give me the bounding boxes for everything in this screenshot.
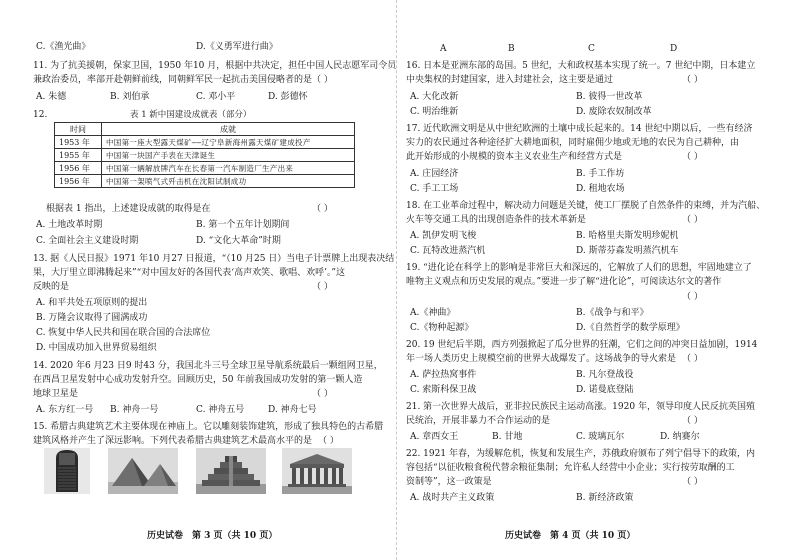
- q12-option-b[interactable]: B. 第一个五年计划期间: [196, 220, 290, 230]
- q16-option-d[interactable]: D. 废除农奴制改革: [576, 107, 652, 117]
- q15-letter-c: C: [588, 44, 595, 54]
- q13-option-b[interactable]: B. 万隆会议取得了圆满成功: [36, 313, 148, 323]
- q17-stem-line-2: 实力的农民通过各种途径扩大耕地面积，同时雇佣少地或无地的农民为自己耕种，由: [406, 138, 740, 148]
- q15-stem-line-2: 建筑风格并产生了深远影响。下列代表希腊古典建筑艺术最高水平的是: [33, 436, 313, 446]
- left-page: [0, 0, 395, 560]
- left-page-footer: 历史试卷 第 3 页（共 10 页）: [147, 531, 278, 541]
- q20-option-b[interactable]: B. 凡尔登战役: [576, 370, 634, 380]
- q14-option-a[interactable]: A. 东方红一号: [36, 405, 94, 415]
- q14-option-d[interactable]: D. 神舟七号: [268, 405, 317, 415]
- q12-table-title: 表 1 新中国建设成就表（部分）: [130, 110, 252, 120]
- q15-letter-a: A: [440, 44, 447, 54]
- q11-stem-line-1: 11. 为了抗美援朝，保家卫国，1950 年10 月，根据中共决定，担任中国人民志愿军司令员: [33, 61, 397, 71]
- right-page-footer: 历史试卷 第 4 页（共 10 页）: [505, 531, 636, 541]
- q14-stem-line-3: 地球卫星是: [33, 389, 79, 399]
- q17-stem-line-1: 17. 近代欧洲文明是从中世纪欧洲的土壤中成长起来的。14 世纪中期以后，一些有经济: [406, 124, 753, 134]
- table-row: [55, 149, 355, 162]
- q15-option-b-pyramids-image[interactable]: [108, 448, 178, 494]
- q15-stem-line-1: 15. 希腊古典建筑艺术主要体现在神庙上。它以雕刻装饰建筑，形成了独具特色的古希腊: [33, 422, 384, 432]
- q11-option-a[interactable]: A. 朱德: [36, 92, 67, 102]
- q20-stem-line-2: 年一场人类历史上规模空前的世界大战爆发了。这场战争的导火索是: [406, 354, 677, 364]
- table-cell-achievement: 中国第一块国产手表在天津诞生: [102, 149, 355, 162]
- table-row: [55, 175, 355, 188]
- q16-answer-paren[interactable]: （ ）: [682, 75, 703, 85]
- q15-letter-d: D: [670, 44, 678, 54]
- q19-option-b[interactable]: B.《战争与和平》: [576, 308, 649, 318]
- q11-option-b[interactable]: B. 刘伯承: [110, 92, 150, 102]
- q22-answer-paren[interactable]: （ ）: [682, 477, 703, 487]
- q21-option-c[interactable]: C. 玻璃瓦尔: [576, 432, 625, 442]
- q10-option-d[interactable]: D.《义勇军进行曲》: [196, 42, 278, 52]
- q16-stem-line-1: 16. 日本是亚洲东部的岛国。5 世纪，大和政权基本实现了统一。7 世纪中期，日本建立: [406, 61, 756, 71]
- q17-answer-paren[interactable]: （ ）: [682, 152, 703, 162]
- q17-option-c[interactable]: C. 手工工场: [410, 184, 459, 194]
- q19-option-c[interactable]: C.《物种起源》: [410, 323, 474, 333]
- q22-option-a[interactable]: A. 战时共产主义政策: [410, 493, 495, 503]
- q18-answer-paren[interactable]: （ ）: [682, 215, 703, 225]
- q19-stem-line-1: 19. “进化论在科学上的影响是非常巨大和深远的，它解放了人们的思想，牢固地建立了: [406, 263, 752, 273]
- q16-option-b[interactable]: B. 彼得一世改革: [576, 92, 643, 102]
- q18-option-b[interactable]: B. 哈格里夫斯发明珍妮机: [576, 231, 679, 241]
- q12-stem: 根据表 1 指出，上述建设成就的取得是在: [46, 204, 211, 214]
- q14-option-c[interactable]: C. 神舟五号: [196, 405, 245, 415]
- q21-stem-line-1: 21. 第一次世界大战后，亚非拉民族民主运动高涨。1920 年，领导印度人民反抗英国殖: [406, 402, 755, 412]
- table-cell-year: 1955 年: [55, 149, 102, 162]
- q21-option-d[interactable]: D. 纳赛尔: [660, 432, 700, 442]
- q21-option-a[interactable]: A. 章西女王: [410, 432, 459, 442]
- q18-stem-line-2: 火车等交通工具的出现创造条件的技术革新是: [406, 215, 587, 225]
- q13-option-a[interactable]: A. 和平共处五项原则的提出: [36, 298, 148, 308]
- q15-option-a-stele-image[interactable]: [44, 448, 90, 494]
- q17-option-d[interactable]: D. 租地农场: [576, 184, 625, 194]
- q14-stem-line-2: 在西昌卫星发射中心成功发射升空。回顾历史，50 年前我国成功发射的第一颗人造: [33, 375, 363, 385]
- q13-stem-line-1: 13. 据《人民日报》1971 年10 月27 日报道，“（10 月25 日）当电子计票牌上出现表决结: [33, 254, 395, 264]
- table-row: [55, 162, 355, 175]
- q11-answer-paren[interactable]: （ ）: [312, 75, 333, 85]
- q16-stem-line-2: 中央集权的封建国家，进入封建社会，这主要是通过: [406, 75, 614, 85]
- q20-option-d[interactable]: D. 诺曼底登陆: [576, 385, 634, 395]
- right-page: [398, 0, 794, 560]
- q13-answer-paren[interactable]: （ ）: [312, 282, 333, 292]
- q21-answer-paren[interactable]: （ ）: [682, 416, 703, 426]
- q12-option-d[interactable]: D. “文化大革命”时期: [196, 236, 281, 246]
- q18-option-a[interactable]: A. 凯伊发明飞梭: [410, 231, 477, 241]
- q18-option-c[interactable]: C. 瓦特改进蒸汽机: [410, 246, 486, 256]
- q14-answer-paren[interactable]: （ ）: [312, 389, 333, 399]
- q12-option-c[interactable]: C. 全面社会主义建设时期: [36, 236, 139, 246]
- table-header-achievement: 成就: [102, 123, 355, 136]
- q14-option-b[interactable]: B. 神舟一号: [110, 405, 159, 415]
- table-cell-year: 1956 年: [55, 162, 102, 175]
- q18-stem-line-1: 18. 在工业革命过程中，解决动力问题是关键，使工厂摆脱了自然条件的束缚，并为汽船、: [406, 201, 766, 211]
- q11-stem-line-2: 兼政治委员，率部开赴朝鲜前线，同朝鲜军民一起抗击美国侵略者的是: [33, 75, 313, 85]
- q15-option-c-stepped-pyramid-image[interactable]: [196, 448, 266, 494]
- q17-stem-line-3: 此开始形成的小规模的资本主义农业生产和经营方式是: [406, 152, 623, 162]
- table-cell-achievement: 中国第一座大型露天煤矿——辽宁阜新海州露天煤矿建成投产: [102, 136, 355, 149]
- q20-stem-line-1: 20. 19 世纪后半期，西方列强掀起了瓜分世界的狂潮，它们之间的冲突日益加剧，1914: [406, 340, 758, 350]
- table-row: [55, 136, 355, 149]
- q22-stem-line-2: 容包括“以征收粮食税代替余粮征集制；允许私人经营中小企业；实行按劳取酬的工: [406, 463, 735, 473]
- q13-option-d[interactable]: D. 中国成功加入世界贸易组织: [36, 343, 157, 353]
- q22-stem-line-3: 资制等”，这一政策是: [406, 477, 492, 487]
- q16-option-c[interactable]: C. 明治维新: [410, 107, 459, 117]
- q13-stem-line-3: 反映的是: [33, 282, 70, 292]
- q20-option-c[interactable]: C. 索斯科保卫战: [410, 385, 477, 395]
- q13-stem-line-2: 果，大厅里立即沸腾起来”“对中国友好的各国代表‘高声欢笑、歌唱、欢呼’。”这: [33, 268, 346, 278]
- q17-option-a[interactable]: A. 庄园经济: [410, 169, 459, 179]
- q22-stem-line-1: 22. 1921 年春，为缓解危机，恢复和发展生产，苏俄政府颁布了列宁倡导下的政策，内: [406, 449, 755, 459]
- q13-option-c[interactable]: C. 恢复中华人民共和国在联合国的合法席位: [36, 328, 211, 338]
- table-cell-achievement: 中国第一架喷气式歼击机在沈阳试制成功: [102, 175, 355, 188]
- table-cell-year: 1956 年: [55, 175, 102, 188]
- q14-stem-line-1: 14. 2020 年6 月23 日9 时43 分，我国北斗三号全球卫星导航系统最后一颗组网卫星，: [33, 361, 383, 371]
- q17-option-b[interactable]: B. 手工作坊: [576, 169, 625, 179]
- q19-option-d[interactable]: D.《自然哲学的数学原理》: [576, 323, 685, 333]
- table-header-time: 时间: [55, 123, 102, 136]
- q22-option-b[interactable]: B. 新经济政策: [576, 493, 634, 503]
- q12-answer-paren[interactable]: （ ）: [312, 204, 333, 214]
- q20-answer-paren[interactable]: （ ）: [682, 354, 703, 364]
- q11-option-d[interactable]: D. 彭德怀: [268, 92, 308, 102]
- q21-stem-line-2: 民统治，开展非暴力不合作运动的是: [406, 416, 551, 426]
- q15-letter-b: B: [508, 44, 515, 54]
- q16-option-a[interactable]: A. 大化改新: [410, 92, 459, 102]
- q19-option-a[interactable]: A.《神曲》: [410, 308, 456, 318]
- q12-number: 12.: [33, 110, 48, 120]
- q12-achievement-table: [54, 122, 355, 188]
- q11-option-c[interactable]: C. 邓小平: [196, 92, 236, 102]
- q18-option-d[interactable]: D. 斯蒂芬森发明蒸汽机车: [576, 246, 679, 256]
- q12-option-a[interactable]: A. 土地改革时期: [36, 220, 103, 230]
- q19-stem-line-2: 唯物主义观点和历史发展的观点。”要进一步了解“进化论”，可阅读达尔文的著作: [406, 277, 722, 287]
- q21-option-b[interactable]: B. 甘地: [492, 432, 523, 442]
- table-cell-achievement: 中国第一辆解放牌汽车在长春第一汽车制造厂生产出来: [102, 162, 355, 175]
- table-cell-year: 1953 年: [55, 136, 102, 149]
- q10-option-c[interactable]: C.《渔光曲》: [36, 42, 91, 52]
- q19-answer-paren[interactable]: （ ）: [682, 292, 703, 302]
- q15-answer-paren[interactable]: （ ）: [318, 436, 339, 446]
- q20-option-a[interactable]: A. 萨拉热窝事件: [410, 370, 477, 380]
- q15-option-d-parthenon-image[interactable]: [282, 448, 352, 494]
